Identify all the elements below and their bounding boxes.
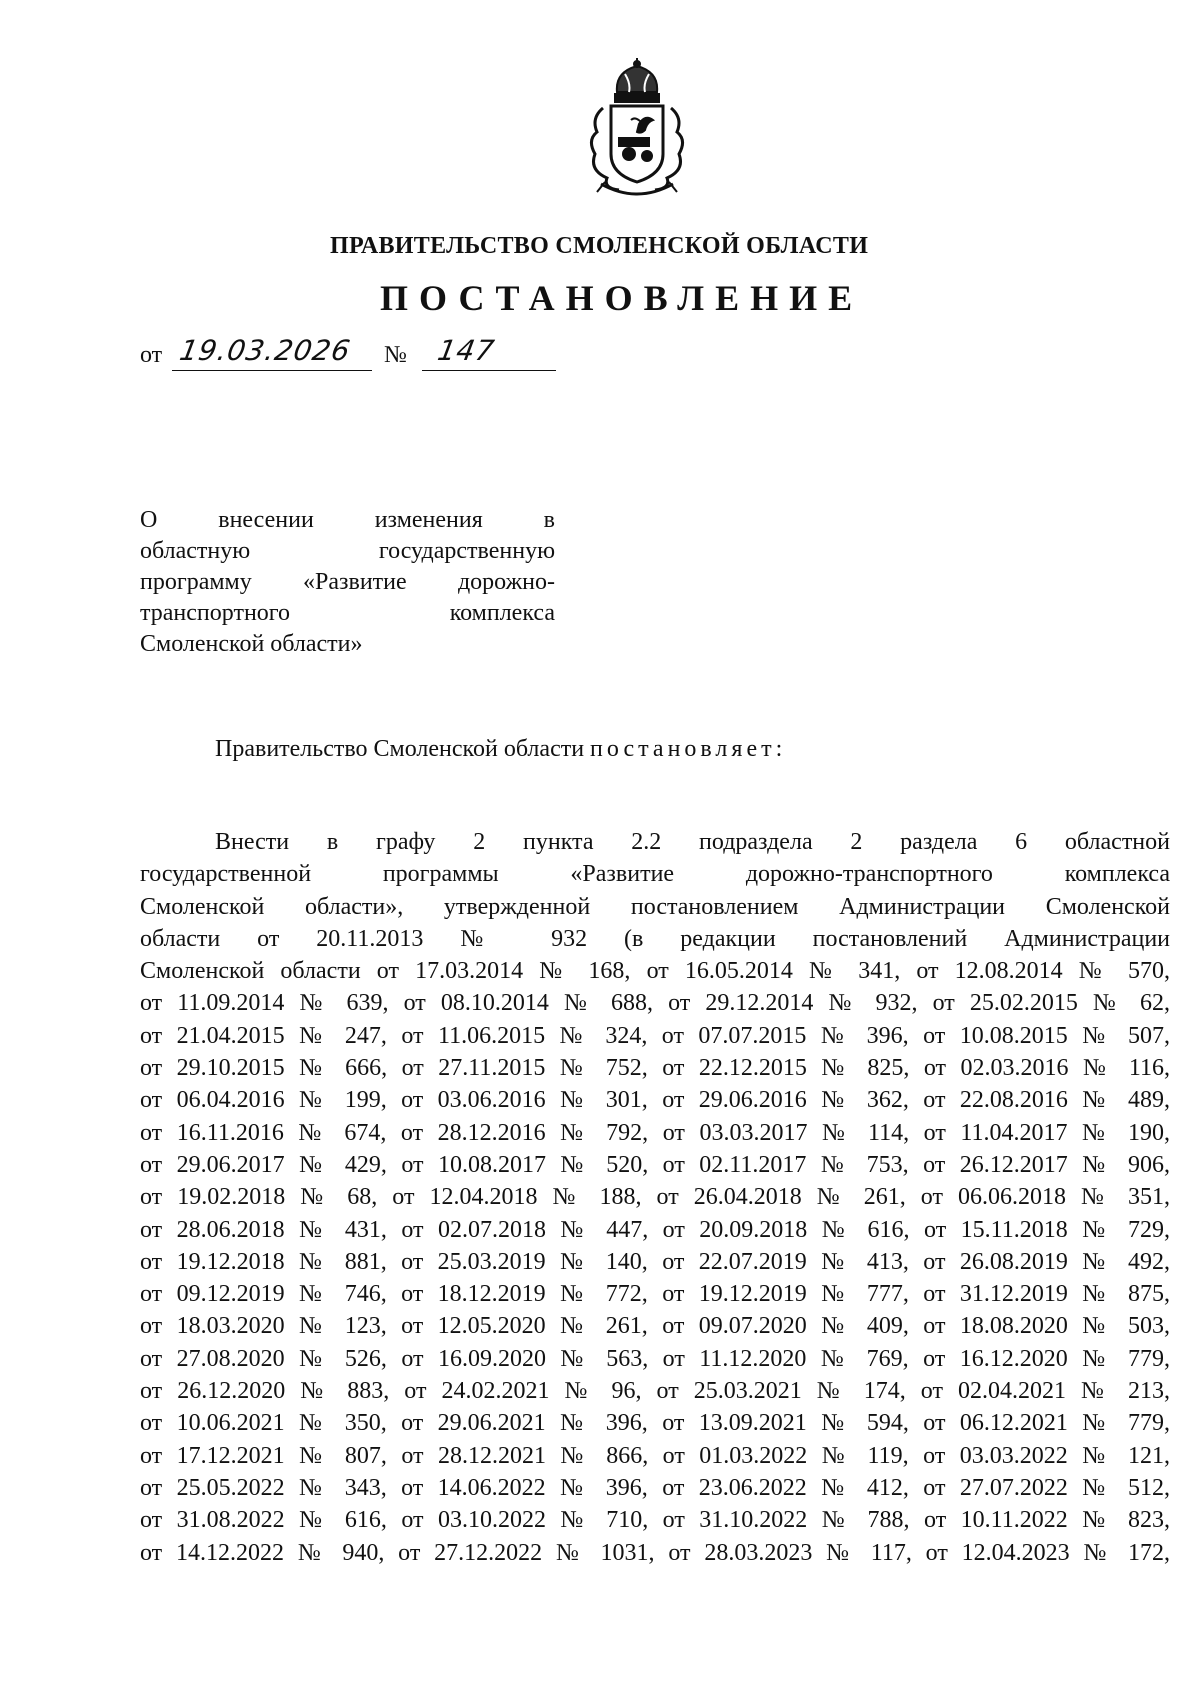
body-line: от 17.12.2021 № 807, от 28.12.2021 № 866, от 01.03.2022 № 119, от 03.03.2022 № 121, xyxy=(140,1442,1170,1469)
body-line: от 19.02.2018 № 68, от 12.04.2018 № 188, от 26.04.2018 № 261, от 06.06.2018 № 351, xyxy=(140,1184,1170,1211)
body-line: области от 20.11.2013 № 932 (в редакции постановлений Администрации xyxy=(140,925,1170,952)
body-line: от 29.06.2017 № 429, от 10.08.2017 № 520, от 02.11.2017 № 753, от 26.12.2017 № 906, xyxy=(140,1151,1170,1178)
document-type-title: ПОСТАНОВЛЕНИЕ xyxy=(380,278,864,318)
number-label: № xyxy=(384,342,407,368)
body-line: от 19.12.2018 № 881, от 25.03.2019 № 140, от 22.07.2019 № 413, от 26.08.2019 № 492, xyxy=(140,1248,1170,1275)
coat-of-arms-icon xyxy=(585,58,689,198)
subject-line: Смоленской области» xyxy=(140,631,363,657)
body-line: от 18.03.2020 № 123, от 12.05.2020 № 261, от 09.07.2020 № 409, от 18.08.2020 № 503, xyxy=(140,1313,1170,1340)
body-line: от 27.08.2020 № 526, от 16.09.2020 № 563, от 11.12.2020 № 769, от 16.12.2020 № 779, xyxy=(140,1345,1170,1372)
body-line: от 14.12.2022 № 940, от 27.12.2022 № 1031, от 28.03.2023 № 117, от 12.04.2023 № 172, xyxy=(140,1539,1170,1566)
subject-line: транспортного комплекса xyxy=(140,600,555,626)
subject-line: областную государственную xyxy=(140,538,555,564)
subject-line: программу «Развитие дорожно- xyxy=(140,569,555,595)
body-line: от 31.08.2022 № 616, от 03.10.2022 № 710, от 31.10.2022 № 788, от 10.11.2022 № 823, xyxy=(140,1507,1170,1534)
body-line: от 21.04.2015 № 247, от 11.06.2015 № 324, от 07.07.2015 № 396, от 10.08.2015 № 507, xyxy=(140,1022,1170,1049)
subject-line: О внесении изменения в xyxy=(140,507,555,533)
body-line: от 10.06.2021 № 350, от 29.06.2021 № 396, от 13.09.2021 № 594, от 06.12.2021 № 779, xyxy=(140,1410,1170,1437)
body-line: Смоленской области», утвержденной постановлением Администрации Смоленской xyxy=(140,893,1170,920)
preamble-verb: постановляет: xyxy=(590,736,787,762)
document-subject xyxy=(140,505,555,660)
preamble-text: Правительство Смоленской области xyxy=(215,736,585,762)
body-line: от 28.06.2018 № 431, от 02.07.2018 № 447, от 20.09.2018 № 616, от 15.11.2018 № 729, xyxy=(140,1216,1170,1243)
body-line: от 16.11.2016 № 674, от 28.12.2016 № 792, от 03.03.2017 № 114, от 11.04.2017 № 190, xyxy=(140,1119,1170,1146)
body-line: от 29.10.2015 № 666, от 27.11.2015 № 752, от 22.12.2015 № 825, от 02.03.2016 № 116, xyxy=(140,1055,1170,1082)
handwritten-number: 147 xyxy=(435,334,498,367)
number-underline xyxy=(422,370,556,371)
body-line: от 06.04.2016 № 199, от 03.06.2016 № 301, от 29.06.2016 № 362, от 22.08.2016 № 489, xyxy=(140,1087,1170,1114)
body-line: от 25.05.2022 № 343, от 14.06.2022 № 396, от 23.06.2022 № 412, от 27.07.2022 № 512, xyxy=(140,1474,1170,1501)
body-line: от 26.12.2020 № 883, от 24.02.2021 № 96, от 25.03.2021 № 174, от 02.04.2021 № 213, xyxy=(140,1378,1170,1405)
body-line: Смоленской области от 17.03.2014 № 168, от 16.05.2014 № 341, от 12.08.2014 № 570, xyxy=(140,958,1170,985)
date-number-line xyxy=(140,336,560,376)
body-line: от 09.12.2019 № 746, от 18.12.2019 № 772, от 19.12.2019 № 777, от 31.12.2019 № 875, xyxy=(140,1281,1170,1308)
preamble xyxy=(215,736,1015,763)
date-underline xyxy=(172,370,372,371)
date-from-label: от xyxy=(140,342,163,368)
organization-title: ПРАВИТЕЛЬСТВО СМОЛЕНСКОЙ ОБЛАСТИ xyxy=(330,233,869,259)
resolution-body xyxy=(140,826,1170,1569)
body-line: от 11.09.2014 № 639, от 08.10.2014 № 688, от 29.12.2014 № 932, от 25.02.2015 № 62, xyxy=(140,990,1170,1017)
body-line: государственной программы «Развитие дорожно-транспортного комплекса xyxy=(140,861,1170,888)
handwritten-date: 19.03.2026 xyxy=(177,334,354,367)
body-line: Внести в графу 2 пункта 2.2 подраздела 2 раздела 6 областной xyxy=(215,829,1170,855)
